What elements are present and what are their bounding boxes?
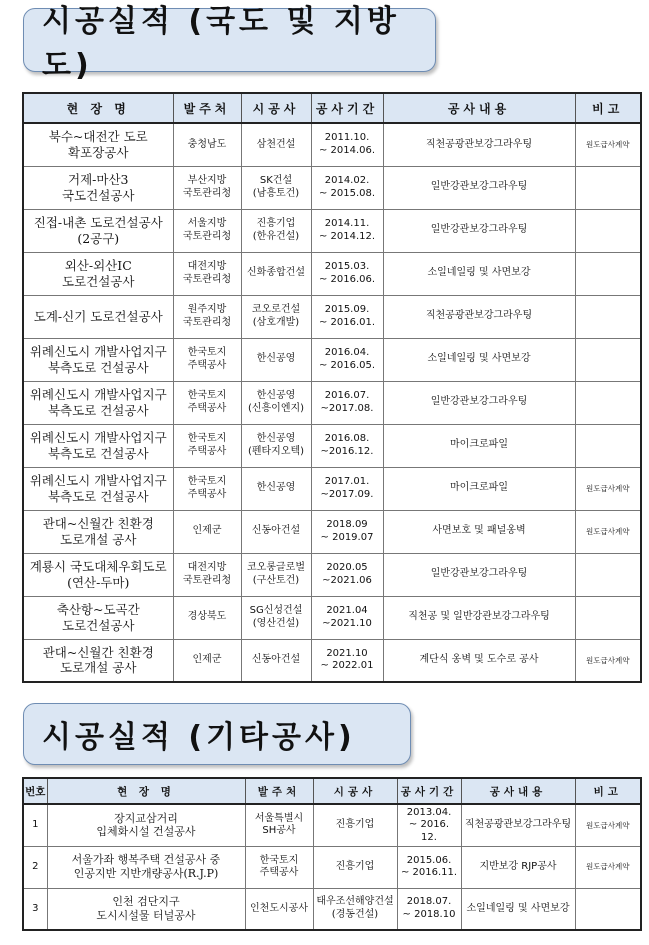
contractor-cell — [241, 123, 311, 166]
cell-line: SK건설 — [259, 175, 293, 186]
cell-line: 주택공사 — [259, 867, 299, 878]
cell-line: 입체화시설 건설공사 — [96, 825, 196, 839]
site-name-cell — [47, 804, 245, 846]
site-name-cell — [23, 123, 173, 166]
client-cell — [173, 639, 241, 682]
contractor-cell — [241, 295, 311, 338]
content-cell: 소일네일링 및 사면보강 — [461, 888, 575, 930]
cell-line: ~ 2019.07 — [320, 531, 374, 543]
cell-line: 신동아건설 — [251, 654, 301, 665]
site-name-cell — [23, 596, 173, 639]
header-note: 비고 — [575, 778, 641, 804]
table-row — [23, 846, 641, 888]
table-row — [23, 467, 641, 510]
site-name-cell — [23, 381, 173, 424]
content-cell: 직천공광관보강그라우팅 — [461, 804, 575, 846]
row-number: 2 — [23, 846, 47, 888]
cell-line: 위례신도시 개발사업지구 — [29, 472, 167, 488]
cell-line: 거제-마산3 — [68, 171, 129, 187]
cell-line: 국토관리청 — [182, 187, 232, 199]
period-cell — [311, 123, 383, 166]
client-cell — [173, 252, 241, 295]
cell-line: ~ 2022.01 — [320, 660, 374, 672]
contractor-cell — [313, 888, 397, 930]
section1-title-box — [23, 4, 436, 83]
client-cell — [173, 553, 241, 596]
cell-line: 국토관리청 — [182, 316, 232, 328]
cell-line: 도시시설물 터널공사 — [96, 908, 196, 922]
client-cell — [173, 209, 241, 252]
client-cell — [173, 295, 241, 338]
cell-line: ~ 2016.06. — [318, 273, 376, 285]
header-period: 공사기간 — [397, 778, 461, 804]
cell-line: 진흥기업 — [335, 860, 375, 872]
cell-line: 한신공영 — [256, 353, 296, 365]
cell-line: 축산항~도곡간 — [56, 601, 140, 617]
cell-line: ~2021.06 — [322, 574, 372, 586]
table-row — [23, 123, 641, 166]
cell-line: 관대~신월간 친환경 — [42, 644, 154, 660]
cell-line: 한국토지 — [187, 347, 227, 358]
site-name-cell — [23, 553, 173, 596]
header-period: 공사기간 — [311, 93, 383, 123]
contractor-cell — [241, 467, 311, 510]
cell-line: 주택공사 — [187, 445, 227, 457]
content-cell: 지반보강 RJP공사 — [461, 846, 575, 888]
cell-line: 부산지방 — [187, 175, 227, 186]
header-content: 공사내용 — [383, 93, 575, 123]
content-cell: 직천공광관보강그라우팅 — [383, 123, 575, 166]
cell-line: 2015.03. — [324, 261, 370, 272]
cell-line: 2020.05 — [326, 562, 368, 573]
content-cell: 일반강관보강그라우팅 — [383, 166, 575, 209]
cell-line: 북측도로 건설공사 — [47, 402, 149, 418]
period-cell — [311, 209, 383, 252]
cell-line: ~ 2014.06. — [318, 144, 376, 156]
cell-line: ~2021.10 — [322, 617, 372, 629]
cell-line: 2011.10. — [324, 132, 370, 144]
cell-line: (펜타지오텍) — [247, 445, 305, 457]
cell-line: 한신공영 — [256, 482, 296, 494]
cell-line: 인제군 — [192, 525, 222, 537]
period-cell — [311, 166, 383, 209]
cell-line: 도로개설 공사 — [60, 660, 137, 676]
client-cell — [173, 166, 241, 209]
cell-line: 한신공영 — [256, 390, 296, 401]
client-cell — [173, 424, 241, 467]
cell-line: 충청남도 — [187, 138, 227, 150]
header-note: 비고 — [575, 93, 641, 123]
table-row — [23, 424, 641, 467]
cell-line: 코오로건설 — [251, 304, 301, 315]
cell-line: ~2017.09. — [320, 488, 374, 500]
cell-line: 주택공사 — [187, 402, 227, 414]
period-cell — [311, 510, 383, 553]
site-name-cell — [23, 252, 173, 295]
cell-line: 한국토지 — [187, 433, 227, 444]
contractor-cell — [241, 639, 311, 682]
note-cell — [575, 209, 641, 252]
table-row — [23, 596, 641, 639]
cell-line: 북측도로 건설공사 — [47, 445, 149, 461]
note-cell — [575, 338, 641, 381]
cell-line: 위례신도시 개발사업지구 — [29, 343, 167, 359]
site-name-cell — [47, 888, 245, 930]
client-cell — [245, 846, 313, 888]
contractor-cell — [241, 209, 311, 252]
cell-line: 2014.02. — [324, 175, 370, 186]
cell-line: 북측도로 건설공사 — [47, 359, 149, 375]
cell-line: SH공사 — [262, 825, 296, 837]
cell-line: 진흥기업 — [335, 819, 375, 830]
cell-line: 서울특별시 — [254, 812, 304, 824]
note-cell: 원도급사계약 — [575, 510, 641, 553]
cell-line: 관대~신월간 친환경 — [42, 515, 154, 531]
cell-line: ~ 2016.05. — [318, 359, 376, 371]
client-cell — [173, 123, 241, 166]
cell-line: (구산토건) — [252, 574, 300, 586]
cell-line: (남흥토건) — [252, 187, 300, 199]
contractor-cell — [241, 166, 311, 209]
cell-line: 진흥기업 — [256, 218, 296, 229]
cell-line: 2021.10 — [326, 647, 368, 659]
cell-line: ~ 2014.12. — [318, 230, 376, 242]
content-cell: 일반강관보강그라우팅 — [383, 381, 575, 424]
cell-line: 주택공사 — [187, 488, 227, 500]
contractor-cell — [241, 424, 311, 467]
contractor-cell — [241, 553, 311, 596]
period-cell — [311, 295, 383, 338]
cell-line: 진접-내촌 도로건설공사 — [33, 214, 163, 230]
cell-line: (삼호개발) — [252, 316, 300, 328]
content-cell: 일반강관보강그라우팅 — [383, 209, 575, 252]
cell-line: 서울지방 — [187, 218, 227, 229]
table-row — [23, 338, 641, 381]
cell-line: 경상북도 — [187, 611, 227, 623]
cell-line: 도로건설공사 — [62, 617, 135, 633]
cell-line: 한국토지 — [187, 390, 227, 401]
site-name-cell — [23, 510, 173, 553]
cell-line: 2018.09 — [326, 519, 368, 530]
cell-line: 신화종합건설 — [247, 267, 305, 279]
contractor-cell — [241, 338, 311, 381]
cell-line: SG신성건설 — [249, 605, 303, 616]
site-name-cell — [47, 846, 245, 888]
cell-line: 2018.07. — [406, 896, 452, 908]
cell-line: 2015.09. — [324, 304, 370, 315]
content-cell: 직천공광관보강그라우팅 — [383, 295, 575, 338]
cell-line: 2016.07. — [324, 390, 370, 401]
note-cell — [575, 596, 641, 639]
cell-line: (신흥이엔지) — [247, 402, 305, 414]
content-cell: 일반강관보강그라우팅 — [383, 553, 575, 596]
period-cell — [311, 424, 383, 467]
header-contractor: 시공사 — [313, 778, 397, 804]
contractor-cell — [241, 381, 311, 424]
cell-line: 국토관리청 — [182, 273, 232, 285]
cell-line: 도로개설 공사 — [60, 531, 137, 547]
cell-line: 인공지반 지반개량공사(R.J.P) — [73, 867, 219, 880]
cell-line: 위례신도시 개발사업지구 — [29, 386, 167, 402]
period-cell — [311, 596, 383, 639]
cell-line: 국토관리청 — [182, 230, 232, 242]
table-row — [23, 252, 641, 295]
cell-line: 태우조선해양건설 — [316, 896, 394, 908]
cell-line: 외산-외산IC — [64, 257, 132, 273]
cell-line: (경동건설) — [331, 908, 379, 920]
period-cell — [397, 888, 461, 930]
table-row — [23, 510, 641, 553]
cell-line: ~2016.12. — [320, 445, 374, 457]
content-cell: 마이크로파일 — [383, 424, 575, 467]
cell-line: 국도건설공사 — [62, 187, 135, 203]
client-cell — [173, 467, 241, 510]
contractor-cell — [313, 846, 397, 888]
table-row — [23, 888, 641, 930]
site-name-cell — [23, 209, 173, 252]
table-row — [23, 381, 641, 424]
cell-line: 원주지방 — [187, 304, 227, 315]
note-cell: 원도급사계약 — [575, 123, 641, 166]
cell-line: ~ 2016.11. — [400, 867, 458, 878]
section2-title: 시공실적 (기타공사) — [42, 720, 356, 755]
table-row — [23, 209, 641, 252]
period-cell — [311, 252, 383, 295]
row-number: 3 — [23, 888, 47, 930]
site-name-cell — [23, 338, 173, 381]
note-cell — [575, 381, 641, 424]
cell-line: (연산-두마) — [67, 574, 130, 590]
section1-header-row — [23, 93, 641, 123]
cell-line: 인천도시공사 — [250, 902, 308, 914]
client-cell — [173, 381, 241, 424]
content-cell: 마이크로파일 — [383, 467, 575, 510]
note-cell — [575, 166, 641, 209]
row-number: 1 — [23, 804, 47, 846]
client-cell — [245, 804, 313, 846]
contractor-cell — [241, 252, 311, 295]
cell-line: (한유건설) — [252, 230, 300, 242]
cell-line: 북측도로 건설공사 — [47, 488, 149, 504]
cell-line: 인제군 — [192, 654, 222, 665]
cell-line: 위례신도시 개발사업지구 — [29, 429, 167, 445]
section2-table — [22, 777, 642, 931]
header-contractor: 시공사 — [241, 93, 311, 123]
cell-line: 도계-신기 도로건설공사 — [33, 308, 163, 324]
header-no: 번호 — [23, 778, 47, 804]
note-cell — [575, 888, 641, 930]
cell-line: (2공구) — [77, 230, 120, 246]
contractor-cell — [313, 804, 397, 846]
contractor-cell — [241, 596, 311, 639]
cell-line: ~ 2016. 12. — [408, 819, 450, 843]
cell-line: 2014.11. — [324, 218, 370, 229]
cell-line: ~ 2016.01. — [318, 316, 376, 328]
note-cell: 원도급사계약 — [575, 846, 641, 888]
period-cell — [397, 804, 461, 846]
content-cell: 소일네일링 및 사면보강 — [383, 338, 575, 381]
section2-title-box — [23, 703, 411, 765]
cell-line: 장지교삼거리 — [114, 811, 178, 825]
cell-line: 2021.04 — [326, 605, 368, 616]
cell-line: 2016.04. — [324, 347, 370, 358]
header-content: 공사내용 — [461, 778, 575, 804]
cell-line: 신동아건설 — [251, 525, 301, 537]
table-row — [23, 166, 641, 209]
note-cell: 원도급사계약 — [575, 804, 641, 846]
note-cell — [575, 424, 641, 467]
site-name-cell — [23, 424, 173, 467]
note-cell — [575, 295, 641, 338]
cell-line: 확포장공사 — [68, 144, 129, 160]
cell-line: 대전지방 — [187, 562, 227, 573]
cell-line: 서울가좌 행복주택 건설공사 중 — [71, 853, 221, 867]
header-site-name: 현 장 명 — [23, 93, 173, 123]
cell-line: 2017.01. — [324, 476, 370, 487]
cell-line: 주택공사 — [187, 359, 227, 371]
site-name-cell — [23, 467, 173, 510]
cell-line: 한신공영 — [256, 433, 296, 444]
cell-line: 대전지방 — [187, 261, 227, 272]
period-cell — [311, 381, 383, 424]
section2-header-row — [23, 778, 641, 804]
content-cell: 소일네일링 및 사면보강 — [383, 252, 575, 295]
header-client: 발주처 — [245, 778, 313, 804]
table-row — [23, 295, 641, 338]
cell-line: 북수~대전간 도로 — [48, 129, 148, 145]
period-cell — [311, 467, 383, 510]
section1-table — [22, 92, 642, 683]
note-cell: 원도급사계약 — [575, 467, 641, 510]
period-cell — [397, 846, 461, 888]
period-cell — [311, 553, 383, 596]
header-site-name: 현 장 명 — [47, 778, 245, 804]
site-name-cell — [23, 295, 173, 338]
table-row — [23, 553, 641, 596]
cell-line: 인천 검단지구 — [112, 895, 180, 908]
cell-line: 2013.04. — [406, 806, 452, 818]
cell-line: 도로건설공사 — [62, 273, 135, 289]
section1-title: 시공실적 (국도 및 지방도) — [42, 4, 400, 83]
header-client: 발주처 — [173, 93, 241, 123]
cell-line: 한국토지 — [187, 476, 227, 487]
cell-line: 2015.06. — [406, 854, 452, 866]
period-cell — [311, 639, 383, 682]
content-cell: 사면보호 및 패널옹벽 — [383, 510, 575, 553]
client-cell — [173, 510, 241, 553]
client-cell — [173, 596, 241, 639]
table-row — [23, 804, 641, 846]
site-name-cell — [23, 166, 173, 209]
cell-line: 국토관리청 — [182, 574, 232, 586]
cell-line: ~ 2015.08. — [318, 187, 376, 199]
cell-line: (영산건설) — [252, 617, 300, 629]
client-cell — [245, 888, 313, 930]
note-cell — [575, 252, 641, 295]
table-row — [23, 639, 641, 682]
content-cell: 직천공 및 일반강관보강그라우팅 — [383, 596, 575, 639]
cell-line: 한국토지 — [259, 854, 299, 866]
client-cell — [173, 338, 241, 381]
content-cell: 계단식 옹벽 및 도수로 공사 — [383, 639, 575, 682]
site-name-cell — [23, 639, 173, 682]
cell-line: 계룡시 국도대체우회도로 — [29, 558, 167, 574]
cell-line: 2016.08. — [324, 433, 370, 444]
note-cell: 원도급사계약 — [575, 639, 641, 682]
period-cell — [311, 338, 383, 381]
contractor-cell — [241, 510, 311, 553]
cell-line: ~2017.08. — [320, 402, 374, 414]
cell-line: 코오롱글로벌 — [247, 562, 305, 573]
note-cell — [575, 553, 641, 596]
cell-line: 삼천건설 — [256, 138, 296, 150]
cell-line: ~ 2018.10 — [402, 908, 456, 920]
